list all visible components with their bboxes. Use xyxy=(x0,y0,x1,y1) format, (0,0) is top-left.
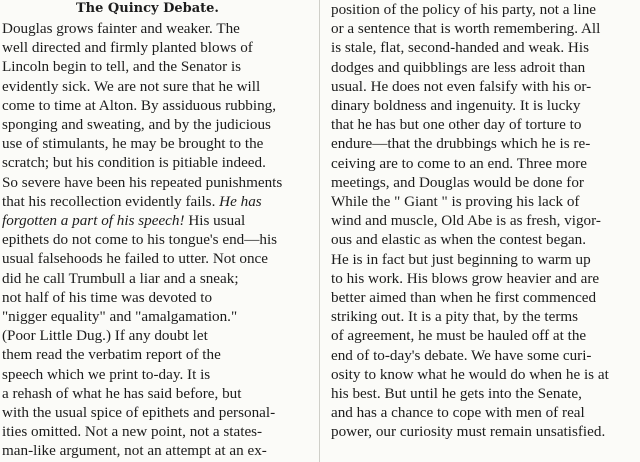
text-line: that he has but one other day of torture to xyxy=(331,117,582,134)
text-line: come to time at Alton. By assiduous rubbing, xyxy=(2,97,277,114)
article-headline: The Quincy Debate. xyxy=(76,1,219,16)
text-line: usual falsehoods he failed to utter. Not once xyxy=(2,251,268,268)
text-line: ities omitted. Not a new point, not a states- xyxy=(2,424,263,441)
text-line: He is in fact but just beginning to warm up xyxy=(331,251,591,268)
text-line: or a sentence that is worth remembering. All xyxy=(331,21,601,38)
right-column xyxy=(331,0,639,462)
text-line: scratch; but his condition is pitiable indeed. xyxy=(2,155,266,172)
text-line: and has a chance to cope with men of real xyxy=(331,405,585,422)
text-line: osity to know what he would do when he is at xyxy=(331,366,609,383)
text-line: ceiving are to come to an end. Three more xyxy=(331,155,587,172)
italic-text: He has xyxy=(219,193,262,210)
text-line: epithets do not come to his tongue's end—his xyxy=(2,232,278,249)
text-line: a rehash of what he has said before, but xyxy=(2,385,242,402)
text-line: is stale, flat, second-handed and weak. His xyxy=(331,40,589,57)
text-line: to his work. His blows grow heavier and are xyxy=(331,270,600,287)
text-line: speech which we print to-day. It is xyxy=(2,366,211,383)
text-line: sponging and sweating, and by the judicious xyxy=(2,117,271,133)
text-line: ous and elastic as when the contest began. xyxy=(331,232,587,249)
text-line: his best. But until he gets into the Senate, xyxy=(331,386,582,402)
text-line: striking out. It is a pity that, by the terms xyxy=(331,309,579,326)
text-line: meetings, and Douglas would be done for xyxy=(331,174,584,191)
text-line: evidently sick. We are not sure that he will xyxy=(2,78,261,95)
text-line: wind and muscle, Old Abe is as fresh, vigor- xyxy=(331,213,601,230)
text-line: man-like argument, not an attempt at an ex- xyxy=(2,443,267,460)
text-line: better aimed than when he first commenced xyxy=(331,290,597,306)
italic-text: forgotten a part of his speech! xyxy=(2,213,185,229)
text-line: not half of his time was devoted to xyxy=(2,289,213,306)
text-line: of agreement, he must be hauled off at the xyxy=(331,328,587,345)
text-line: Lincoln begin to tell, and the Senator is xyxy=(2,59,242,76)
text-line: them read the verbatim report of the xyxy=(2,347,221,364)
text-line: with the usual spice of epithets and personal- xyxy=(2,405,276,421)
text-line xyxy=(2,193,262,211)
text-line: position of the policy of his party, not a line xyxy=(331,2,597,18)
text-line: (Poor Little Dug.) If any doubt let xyxy=(2,328,208,345)
text-segment: that his recollection evidently fails. xyxy=(2,193,220,210)
text-line: power, our curiosity must remain unsatisfied. xyxy=(331,424,606,441)
text-line: dodges and quibblings are less adroit than xyxy=(331,59,586,76)
text-line: endure—that the drubbings which he is re- xyxy=(331,136,591,153)
text-line: While the " Giant " is proving his lack of xyxy=(331,194,580,210)
text-line: end of to-day's debate. We have some curi- xyxy=(331,347,592,364)
text-line: Douglas grows fainter and weaker. The xyxy=(2,21,240,37)
text-line: well directed and firmly planted blows of xyxy=(2,40,253,57)
text-line xyxy=(2,212,245,230)
text-line: "nigger equality" and "amalgamation." xyxy=(2,309,238,325)
text-line: dinary boldness and ingenuity. It is lucky xyxy=(331,98,581,114)
text-line: use of stimulants, he may be brought to the xyxy=(2,136,264,153)
left-column xyxy=(2,0,310,462)
text-line: did he call Trumbull a liar and a sneak; xyxy=(2,270,239,287)
text-line: usual. He does not even falsify with his or- xyxy=(331,78,592,95)
text-line: So severe have been his repeated punishments xyxy=(2,174,283,191)
column-divider xyxy=(319,0,320,462)
text-segment: His usual xyxy=(184,213,246,229)
